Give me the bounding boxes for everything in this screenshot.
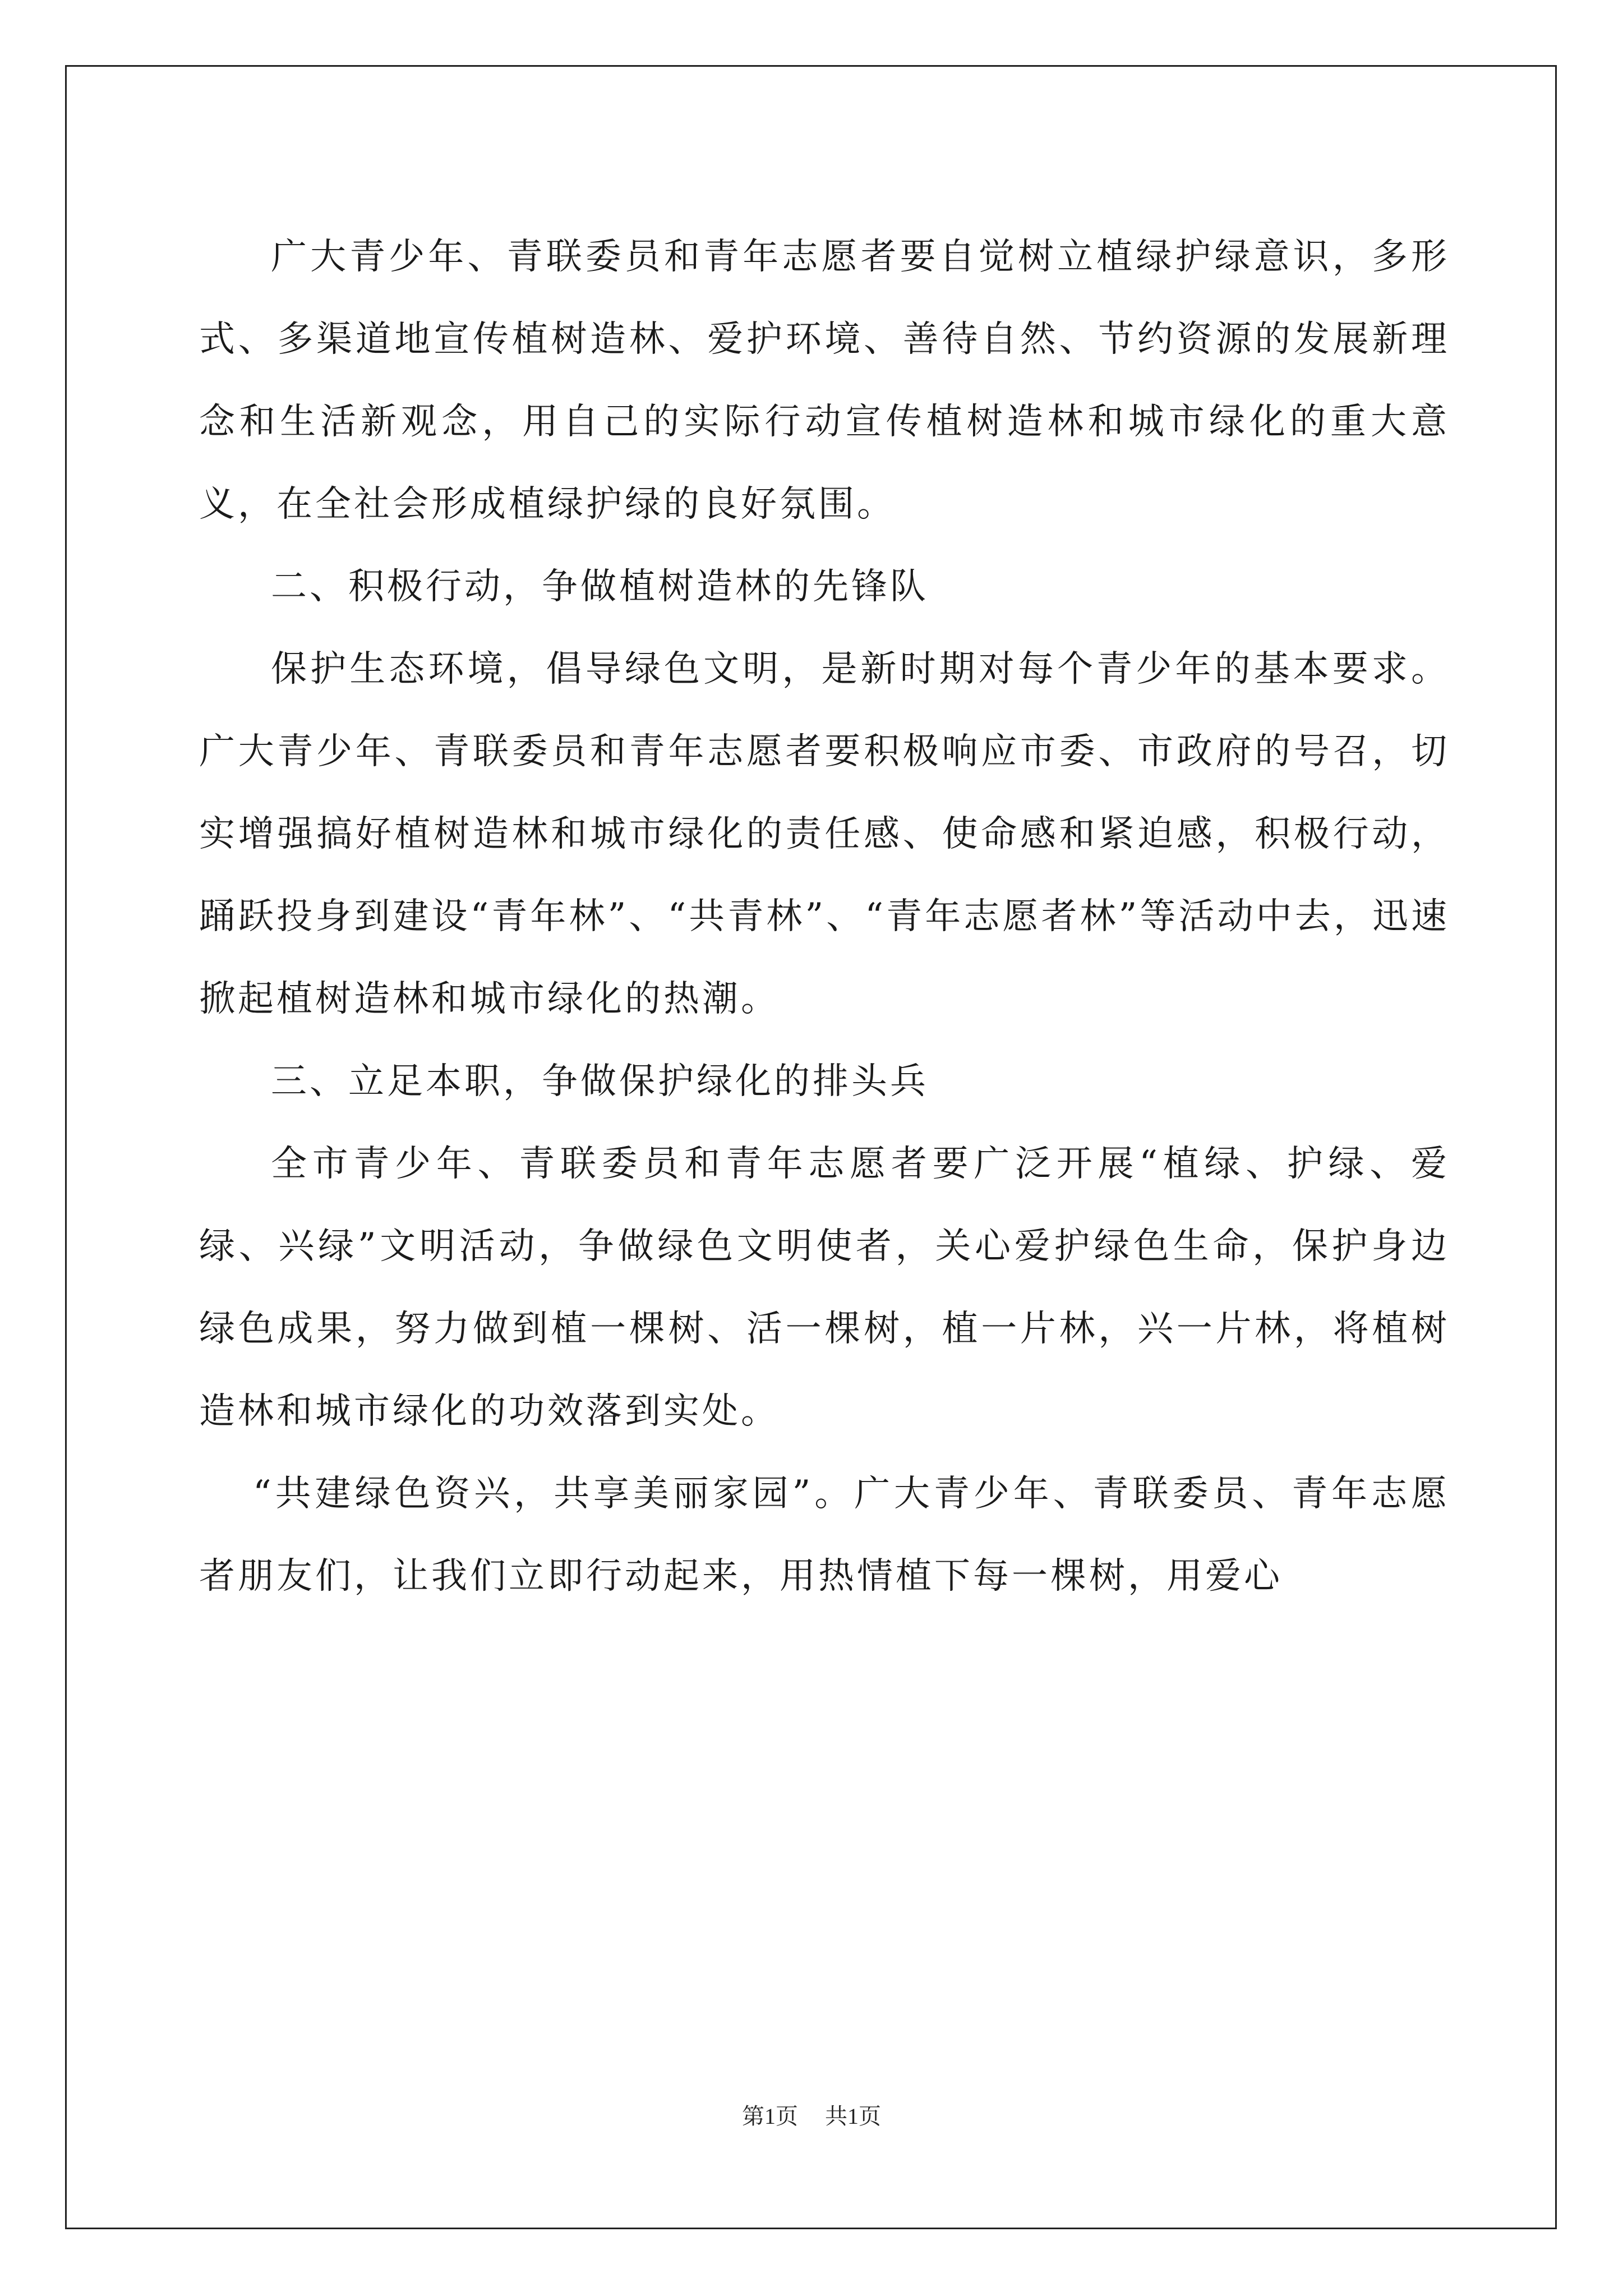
paragraph-closing-call: “共建绿色资兴，共享美丽家园”。广大青少年、青联委员、青年志愿者朋友们，让我们立即行动起来，用热情植下每一棵树，用爱心 <box>199 1473 1450 1597</box>
page-total: 共1页 <box>825 2104 881 2129</box>
paragraph-protect-ecology: 保护生态环境，倡导绿色文明，是新时期对每个青少年的基本要求。广大青少年、青联委员和青年志愿者要积极响应市委、市政府的号召，切实增强搞好植树造林和城市绿化的责任感、使命感和紧迫感，积极行动，踊跃投身到建设“青年林”、“共青林”、“青年志愿者林”等活动中去，迅速掀起植树造林和城市绿化的热潮。 <box>199 648 1450 1020</box>
page-footer <box>0 2102 1623 2131</box>
paragraph-greening-awareness: 广大青少年、青联委员和青年志愿者要自觉树立植绿护绿意识，多形式、多渠道地宣传植树造林、爱护环境、善待自然、节约资源的发展新理念和生活新观念，用自己的实际行动宣传植树造林和城市绿化的重大意义，在全社会形成植绿护绿的良好氛围。 <box>199 236 1450 525</box>
section-heading-three: 三、立足本职，争做保护绿化的排头兵 <box>271 1061 929 1102</box>
document-body <box>199 216 1450 1618</box>
page-number: 第1页 <box>742 2104 798 2129</box>
section-heading-two: 二、积极行动，争做植树造林的先锋队 <box>271 566 929 608</box>
paragraph-greening-activities: 全市青少年、青联委员和青年志愿者要广泛开展“植绿、护绿、爱绿、兴绿”文明活动，争做绿色文明使者，关心爱护绿色生命，保护身边绿色成果，努力做到植一棵树、活一棵树，植一片林，兴一片林，将植树造林和城市绿化的功效落到实处。 <box>199 1143 1450 1432</box>
